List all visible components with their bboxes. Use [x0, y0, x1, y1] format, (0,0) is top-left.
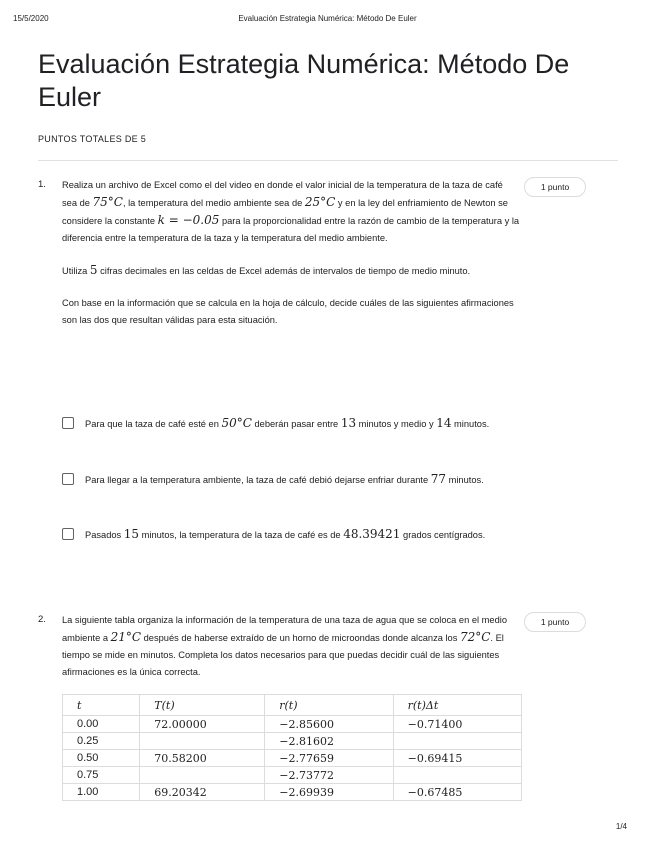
divider — [38, 160, 618, 161]
table-cell: 0.25 — [63, 733, 140, 750]
table-row — [63, 784, 522, 801]
table-cell — [393, 733, 521, 750]
total-points: PUNTOS TOTALES DE 5 — [38, 134, 147, 144]
table-cell: 0.75 — [63, 767, 140, 784]
column-header: T(t) — [140, 695, 265, 716]
temperature-table — [62, 694, 522, 801]
table-cell — [140, 767, 265, 784]
checkbox[interactable] — [62, 417, 74, 429]
table-cell: −2.81602 — [265, 733, 393, 750]
checkbox[interactable] — [62, 473, 74, 485]
page-title: Evaluación Estrategia Numérica: Método De Euler — [38, 49, 570, 112]
table-cell: −2.73772 — [265, 767, 393, 784]
question-2-number: 2. — [38, 614, 46, 625]
table-cell: −2.85600 — [265, 716, 393, 733]
column-header: r(t) — [265, 695, 393, 716]
table-cell: −0.69415 — [393, 750, 521, 767]
print-doc-title: Evaluación Estrategia Numérica: Método De Euler — [238, 14, 417, 23]
option-1-label: Para que la taza de café esté en 50°C deberán pasar entre 13 minutos y medio y 14 minutos. — [85, 416, 490, 430]
column-header: t — [63, 695, 140, 716]
table-cell: 0.00 — [63, 716, 140, 733]
table-cell: 69.20342 — [140, 784, 265, 801]
table-cell — [140, 733, 265, 750]
question-1-text: Realiza un archivo de Excel como el del video en donde el valor inicial de la temperatura de la taza de café sea de 75°C, la temperatura del medio ambiente sea de 25°C y en la ley del enfriamiento de Newton se considere la constante k = −0.05 para la proporcionalidad entre la razón de cambio de la temperatura y la diferencia entre la temperatura de la taza y la temperatura del medio ambiente. Utiliza 5 cifras decimales en las celdas de Excel además de intervalos de tiempo de medio minuto. Con base en la información que se calcula en la hoja de cálculo, decide cuáles de las siguientes afirmaciones son las dos que resultan válidas para esta situación. — [62, 180, 520, 325]
page-number: 1/4 — [615, 822, 627, 831]
table-row — [63, 733, 522, 750]
table-cell: 70.58200 — [140, 750, 265, 767]
table-cell: −2.69939 — [265, 784, 393, 801]
table-cell: −0.67485 — [393, 784, 521, 801]
question-1-points-badge: 1 punto — [524, 177, 586, 197]
table-cell — [393, 767, 521, 784]
checkbox[interactable] — [62, 528, 74, 540]
option-2[interactable] — [62, 471, 522, 489]
table-row — [63, 750, 522, 767]
option-3[interactable] — [62, 526, 522, 544]
print-date: 15/5/2020 — [13, 14, 49, 23]
table-cell: −2.77659 — [265, 750, 393, 767]
column-header: r(t)Δt — [393, 695, 521, 716]
table-cell: −0.71400 — [393, 716, 521, 733]
option-3-label: Pasados 15 minutos, la temperatura de la taza de café es de 48.39421 grados centígrados. — [85, 527, 486, 541]
table-cell: 1.00 — [63, 784, 140, 801]
question-2-points-badge: 1 punto — [524, 612, 586, 632]
option-1[interactable] — [62, 415, 522, 433]
table-header-row — [63, 695, 522, 716]
question-2-text: La siguiente tabla organiza la información de la temperatura de una taza de agua que se coloca en el medio ambiente a 21°C después de haberse extraído de un horno de microondas donde alcanza los 72°C. El tiempo se mide en minutos. Completa los datos necesarios para que puedas decidir cuál de las siguientes afirmaciones es la única correcta. — [62, 615, 507, 677]
question-1-number: 1. — [38, 179, 46, 190]
table-row — [63, 767, 522, 784]
option-2-label: Para llegar a la temperatura ambiente, la taza de café debió dejarse enfriar durante 77 minutos. — [85, 472, 484, 486]
table-cell: 72.00000 — [140, 716, 265, 733]
table-cell: 0.50 — [63, 750, 140, 767]
table-row — [63, 716, 522, 733]
